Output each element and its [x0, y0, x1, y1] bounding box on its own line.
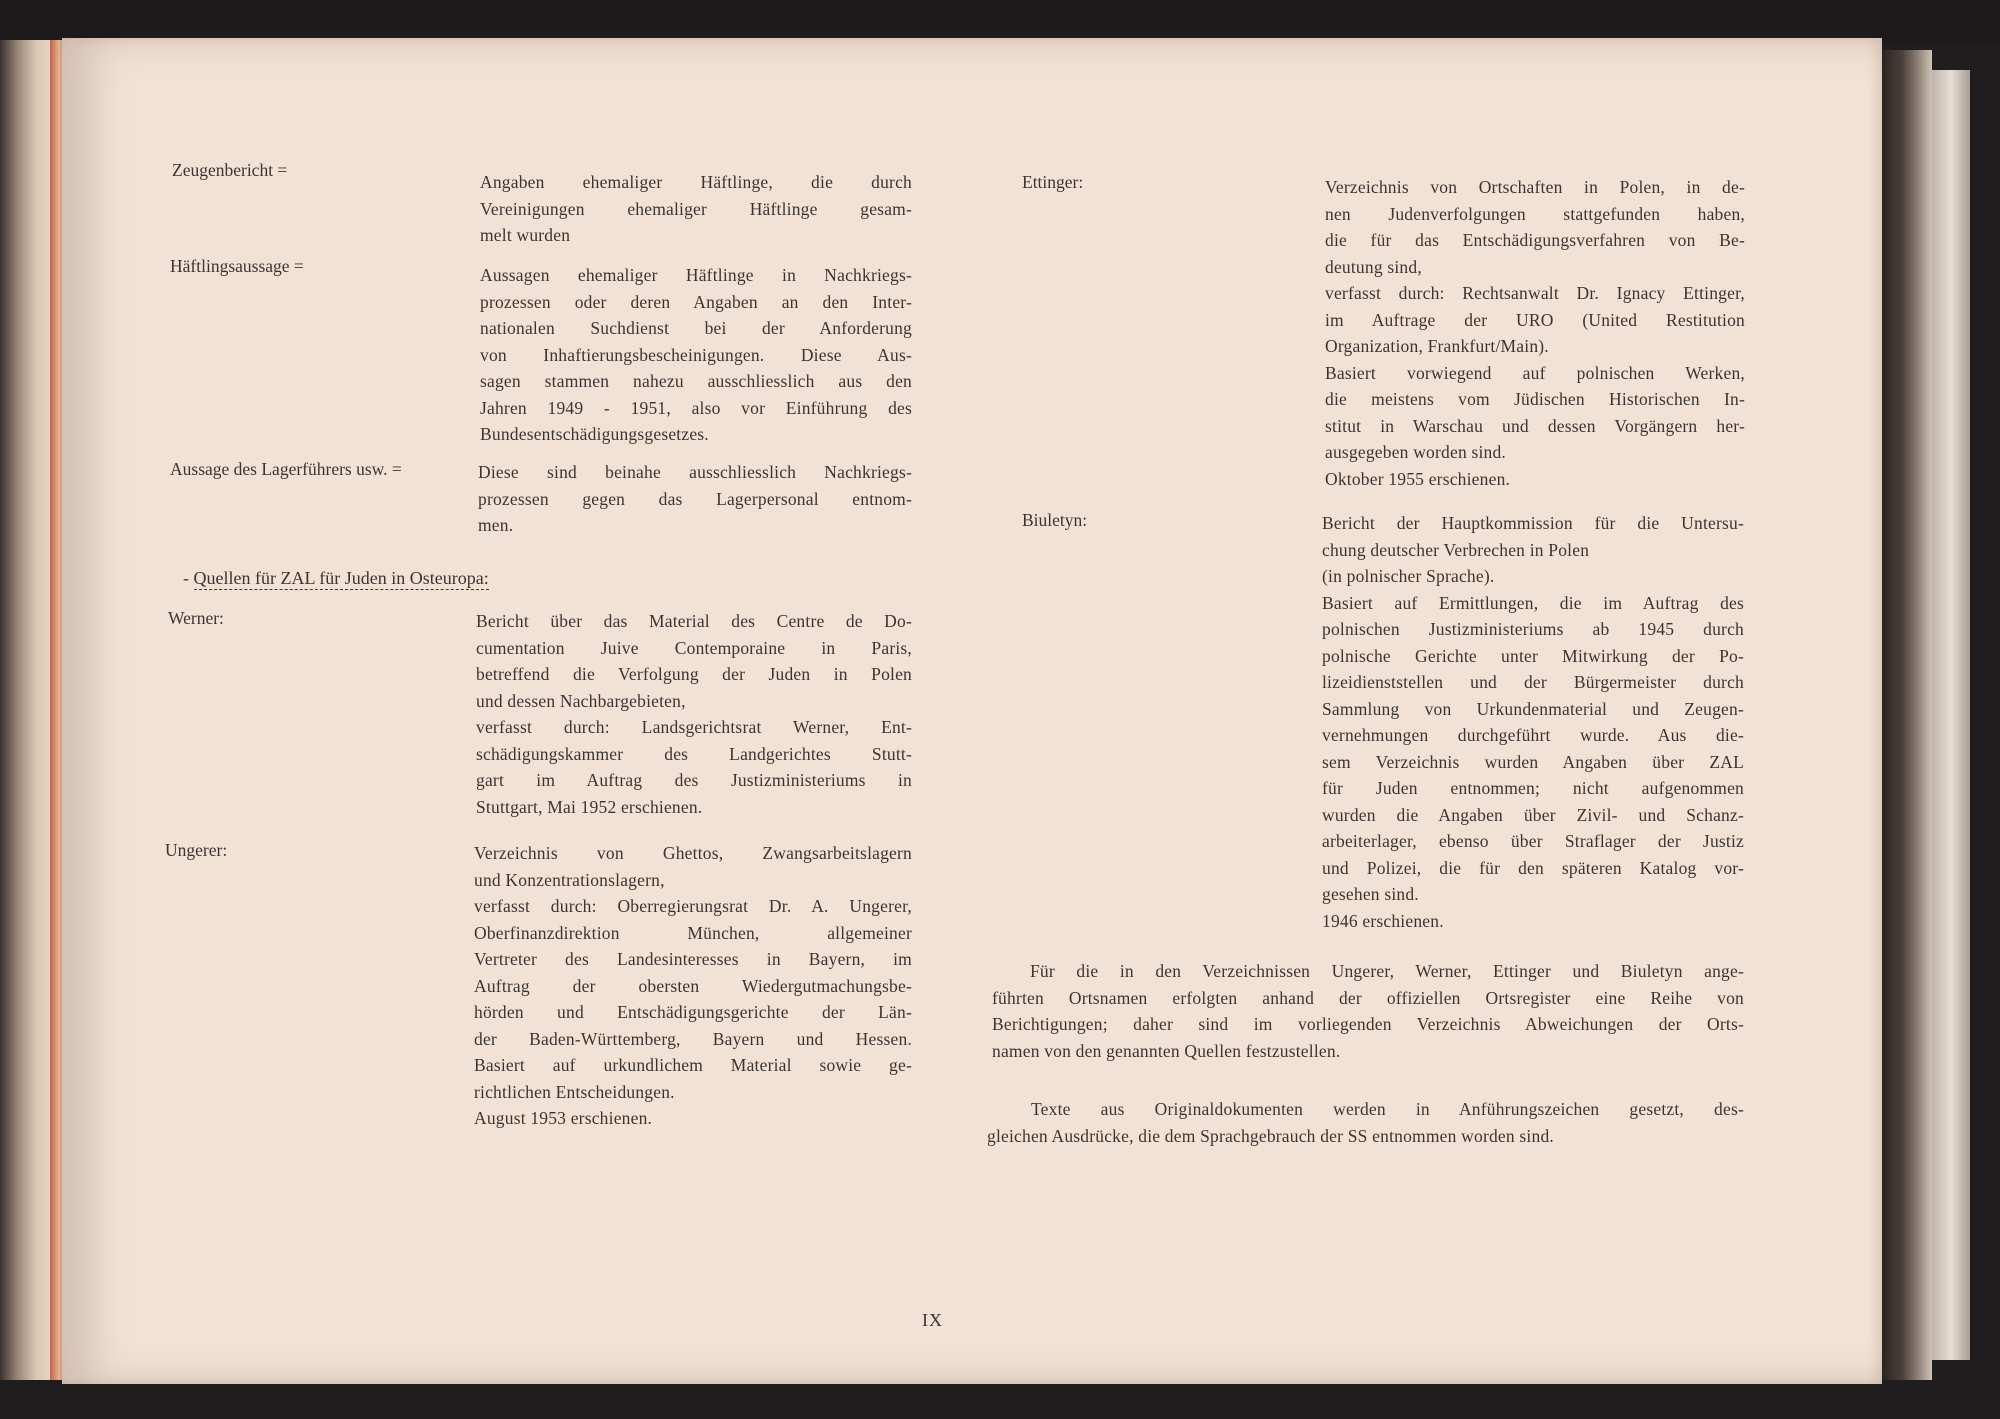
right-binding-shadow [1882, 50, 1932, 1380]
text-line: die meistens vom Jüdischen Historischen In- [1325, 389, 1745, 409]
top-shadow [0, 0, 2000, 42]
right-page-stack [1932, 70, 1970, 1360]
text-line: Diese sind beinahe ausschliesslich Nachkriegs- [478, 462, 912, 482]
text-line: Berichtigungen; daher sind im vorliegenden Verzeichnis Abweichungen der Orts- [992, 1014, 1744, 1034]
text-line: melt wurden [480, 225, 571, 245]
text-line: verfasst durch: Landsgerichtsrat Werner, Ent- [476, 717, 912, 737]
text-line: sagen stammen nahezu ausschliesslich aus den [480, 371, 912, 391]
text-line: Auftrag der obersten Wiedergutmachungsbe- [474, 975, 912, 996]
text-line: polnischen Justizministeriums ab 1945 durch [1322, 619, 1744, 639]
text-line: verfasst durch: Rechtsanwalt Dr. Ignacy Ettinger, [1325, 283, 1745, 303]
text-line: Bericht der Hauptkommission für die Untersu- [1322, 513, 1744, 533]
text-line: die für das Entschädigungsverfahren von Be- [1325, 230, 1745, 250]
text-line: im Auftrage der URO (United Restitution [1325, 309, 1745, 330]
text-line: Vereinigungen ehemaliger Häftlinge gesam- [480, 198, 912, 219]
text-line: richtlichen Entscheidungen. [474, 1081, 675, 1102]
text-line: sem Verzeichnis wurden Angaben über ZAL [1322, 751, 1744, 772]
def-lagerfuehrer [478, 459, 912, 539]
text-line: gleichen Ausdrücke, die dem Sprachgebrauch der SS entnommen worden sind. [987, 1125, 1554, 1146]
page-number: IX [922, 1310, 943, 1330]
text-line: und Polizei, die für den späteren Katalog vor- [1322, 857, 1744, 878]
text-line: lizeidienststellen und der Bürgermeister durch [1322, 672, 1744, 692]
def-ettinger [1325, 174, 1745, 492]
paragraph-ortsnamen [992, 958, 1744, 1064]
heading-prefix: - [183, 568, 194, 588]
term-werner: Werner: [168, 608, 224, 628]
text-line: namen von den genannten Quellen festzustellen. [992, 1040, 1341, 1061]
text-line: schädigungskammer des Landgerichtes Stutt- [476, 743, 912, 764]
section-heading [183, 568, 489, 589]
paragraph-anfuehrungszeichen [987, 1096, 1744, 1149]
text-line: (in polnischer Sprache). [1322, 566, 1495, 586]
def-werner [476, 608, 912, 820]
text-line: arbeiterlager, ebenso über Straflager der Justiz [1322, 831, 1744, 851]
text-line: gesehen sind. [1322, 884, 1419, 904]
term-haeftlingsaussage: Häftlingsaussage = [170, 256, 304, 276]
text-line: Oberfinanzdirektion München, allgemeiner [474, 922, 912, 943]
text-line: Sammlung von Urkundenmaterial und Zeugen- [1322, 698, 1744, 719]
text-line: prozessen gegen das Lagerpersonal entnom- [478, 488, 912, 509]
text-line: Für die in den Verzeichnissen Ungerer, Werner, Ettinger und Biuletyn ange- [1030, 961, 1744, 981]
text-line: Verzeichnis von Ortschaften in Polen, in de- [1325, 177, 1745, 197]
text-line: Angaben ehemaliger Häftlinge, die durch [480, 172, 912, 192]
text-line: und dessen Nachbargebieten, [476, 690, 686, 711]
text-line: August 1953 erschienen. [474, 1108, 653, 1128]
text-line: Organization, Frankfurt/Main). [1325, 336, 1549, 356]
text-line: hörden und Entschädigungsgerichte der Län- [474, 1002, 912, 1022]
text-line: Stuttgart, Mai 1952 erschienen. [476, 796, 703, 817]
text-line: Basiert auf urkundlichem Material sowie ge- [474, 1055, 912, 1075]
text-line: Jahren 1949 - 1951, also vor Einführung des [480, 397, 912, 418]
text-line: nen Judenverfolgungen stattgefunden haben, [1325, 203, 1745, 224]
text-line: men. [478, 515, 514, 535]
text-line: stitut in Warschau und dessen Vorgängern her- [1325, 415, 1745, 436]
text-line: Bundesentschädigungsgesetzes. [480, 424, 709, 444]
text-line: wurden die Angaben über Zivil- und Schanz- [1322, 804, 1744, 825]
term-ettinger: Ettinger: [1022, 172, 1084, 192]
def-ungerer [474, 840, 912, 1132]
text-line: der Baden-Württemberg, Bayern und Hessen. [474, 1028, 912, 1049]
text-line: cumentation Juive Contemporaine in Paris, [476, 637, 912, 658]
text-line: Texte aus Originaldokumenten werden in Anführungszeichen gesetzt, des- [1031, 1099, 1744, 1119]
text-line: nationalen Suchdienst bei der Anforderung [480, 318, 912, 338]
text-line: prozessen oder deren Angaben an den Inter- [480, 291, 912, 312]
text-line: 1946 erschienen. [1322, 910, 1444, 931]
text-line: Oktober 1955 erschienen. [1325, 468, 1511, 489]
text-line: vernehmungen durchgeführt wurde. Aus die- [1322, 725, 1744, 745]
text-line: Aussagen ehemaliger Häftlinge in Nachkriegs- [480, 265, 912, 285]
term-zeugenbericht: Zeugenbericht = [172, 160, 288, 180]
text-line: Vertreter des Landesinteresses in Bayern, im [474, 949, 912, 969]
text-line: ausgegeben worden sind. [1325, 442, 1507, 462]
text-line: führten Ortsnamen erfolgten anhand der offiziellen Ortsregister eine Reihe von [992, 987, 1744, 1008]
text-line: Verzeichnis von Ghettos, Zwangsarbeitslagern [474, 843, 912, 863]
text-line: für Juden entnommen; nicht aufgenommen [1322, 778, 1744, 798]
text-line: gart im Auftrag des Justizministeriums in [476, 770, 912, 790]
text-line: und Konzentrationslagern, [474, 869, 665, 890]
text-line: polnische Gerichte unter Mitwirkung der Po- [1322, 645, 1744, 666]
text-line: von Inhaftierungsbescheinigungen. Diese Aus- [480, 344, 912, 365]
def-haeftlingsaussage [480, 262, 912, 448]
text-line: chung deutscher Verbrechen in Polen [1322, 539, 1590, 560]
text-line: deutung sind, [1325, 256, 1422, 277]
def-biuletyn [1322, 510, 1744, 934]
def-zeugenbericht [480, 169, 912, 249]
term-lagerfuehrer: Aussage des Lagerführers usw. = [170, 459, 402, 479]
text-line: Basiert vorwiegend auf polnischen Werken, [1325, 362, 1745, 383]
term-ungerer: Ungerer: [165, 840, 228, 860]
text-line: Bericht über das Material des Centre de Do- [476, 611, 912, 631]
text-line: Basiert auf Ermittlungen, die im Auftrag des [1322, 592, 1744, 613]
text-line: verfasst durch: Oberregierungsrat Dr. A. Ungerer, [474, 896, 912, 916]
text-line: betreffend die Verfolgung der Juden in Polen [476, 664, 912, 684]
heading-text: Quellen für ZAL für Juden in Osteuropa: [193, 568, 489, 588]
term-biuletyn: Biuletyn: [1022, 510, 1088, 530]
